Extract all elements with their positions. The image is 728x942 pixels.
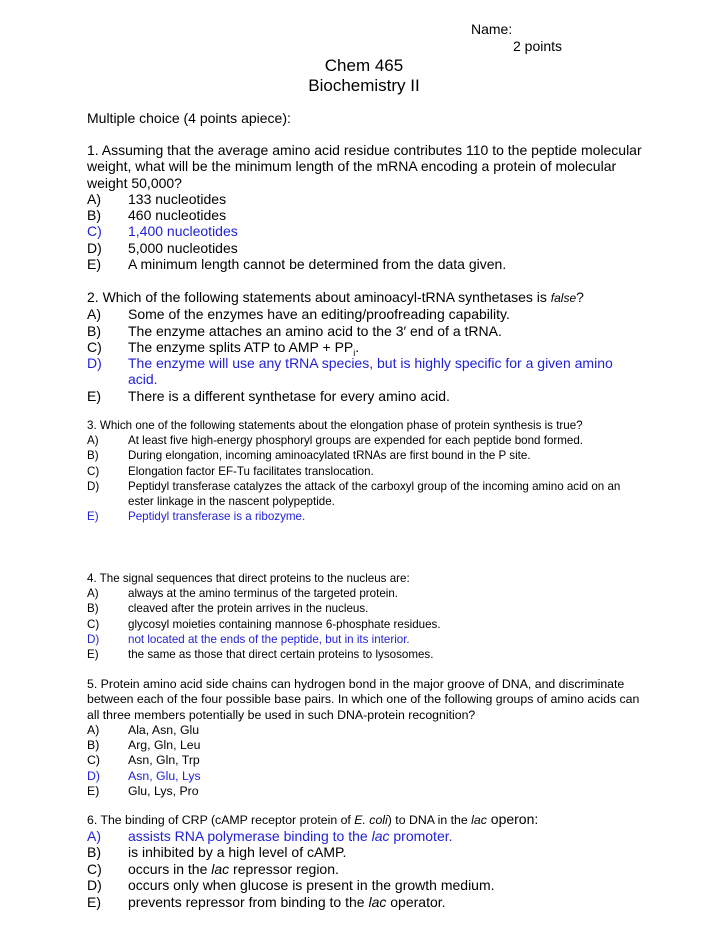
question-5: [87, 677, 643, 799]
q5-option-c: C) Asn, Gln, Trp: [87, 753, 200, 768]
q3-option-b: B) During elongation, incoming aminoacylated tRNAs are first bound in the P site.: [87, 449, 531, 463]
question-3-stem: 3. Which one of the following statements about the elongation phase of protein synthesis is true?: [87, 419, 583, 432]
question-6: [87, 812, 643, 910]
question-6-stem: 6. The binding of CRP (cAMP receptor protein of E. coli) to DNA in the lac operon:: [87, 811, 539, 827]
q4-option-d-answer: D) not located at the ends of the peptide, but in its interior.: [87, 632, 410, 646]
q2-option-b: B) The enzyme attaches an amino acid to the 3′ end of a tRNA.: [87, 322, 502, 339]
question-4-stem: 4. The signal sequences that direct proteins to the nucleus are:: [87, 572, 410, 585]
q1-option-c-answer: C) 1,400 nucleotides: [87, 223, 238, 240]
q5-option-e: E) Glu, Lys, Pro: [87, 784, 199, 799]
q1-option-d: D) 5,000 nucleotides: [87, 239, 238, 256]
question-1-stem: 1. Assuming that the average amino acid residue contributes 110 to the peptide molecular weight, what will be the minimum length of the mRNA encoding a protein of molecular weight 50,000?: [87, 142, 642, 191]
q6-option-b: B) is inhibited by a high level of cAMP.: [87, 844, 347, 861]
q1-option-e: E) A minimum length cannot be determined from the data given.: [87, 256, 507, 273]
q4-option-b: B) cleaved after the protein arrives in the nucleus.: [87, 602, 369, 616]
question-3: [87, 418, 643, 524]
course-subtitle: Biochemistry II: [308, 76, 420, 95]
q6-option-d: D) occurs only when glucose is present in the growth medium.: [87, 877, 495, 894]
q6-option-e: E) prevents repressor from binding to the lac operator.: [87, 893, 446, 910]
q2-option-d-answer: D) The enzyme will use any tRNA species, but is highly specific for a given amino acid.: [87, 355, 613, 388]
question-2: [87, 289, 643, 404]
q1-option-b: B) 460 nucleotides: [87, 207, 227, 224]
name-label: Name:: [471, 21, 513, 37]
question-5-stem: 5. Protein amino acid side chains can hydrogen bond in the major groove of DNA, and discriminate between each of the four possible base pairs. In which one of the following groups of amino acids can all three members potentially be used in such DNA-protein recognition?: [87, 677, 640, 722]
section-intro: Multiple choice (4 points apiece):: [87, 110, 291, 126]
q2-option-a: A) Some of the enzymes have an editing/proofreading capability.: [87, 306, 510, 323]
q4-option-a: A) always at the amino terminus of the targeted protein.: [87, 587, 399, 601]
course-title: Chem 465: [324, 56, 404, 75]
q4-option-e: E) the same as those that direct certain proteins to lysosomes.: [87, 648, 434, 662]
q3-option-d: D) Peptidyl transferase catalyzes the attack of the carboxyl group of the incoming amino acid on an ester linkage in the nascent polypeptide.: [87, 479, 621, 509]
q3-option-a: A) At least five high-energy phosphoryl groups are expended for each peptide bond formed.: [87, 434, 584, 448]
q1-option-a: A) 133 nucleotides: [87, 190, 227, 207]
q5-option-d-answer: D) Asn, Glu, Lys: [87, 768, 201, 783]
q5-option-a: A) Ala, Asn, Glu: [87, 722, 200, 737]
q2-option-e: E) There is a different synthetase for every amino acid.: [87, 387, 450, 404]
q3-option-e-answer: E) Peptidyl transferase is a ribozyme.: [87, 510, 306, 524]
question-1: [87, 142, 643, 272]
q6-option-a-answer: A) assists RNA polymerase binding to the lac promoter.: [87, 828, 453, 844]
points-label: 2 points: [513, 38, 563, 54]
q2-option-c: C) The enzyme splits ATP to AMP + $PP_i$.: [87, 338, 360, 358]
q4-option-c: C) glycosyl moieties containing mannose 6-phosphate residues.: [87, 617, 441, 631]
q5-option-b: B) Arg, Gln, Leu: [87, 738, 201, 753]
q6-option-c: C) occurs in the lac repressor region.: [87, 860, 339, 877]
q3-option-c: C) Elongation factor EF-Tu facilitates translocation.: [87, 464, 374, 478]
question-2-stem: 2. Which of the following statements about aminoacyl-tRNA synthetases is false?: [87, 289, 584, 305]
question-4: [87, 571, 643, 662]
